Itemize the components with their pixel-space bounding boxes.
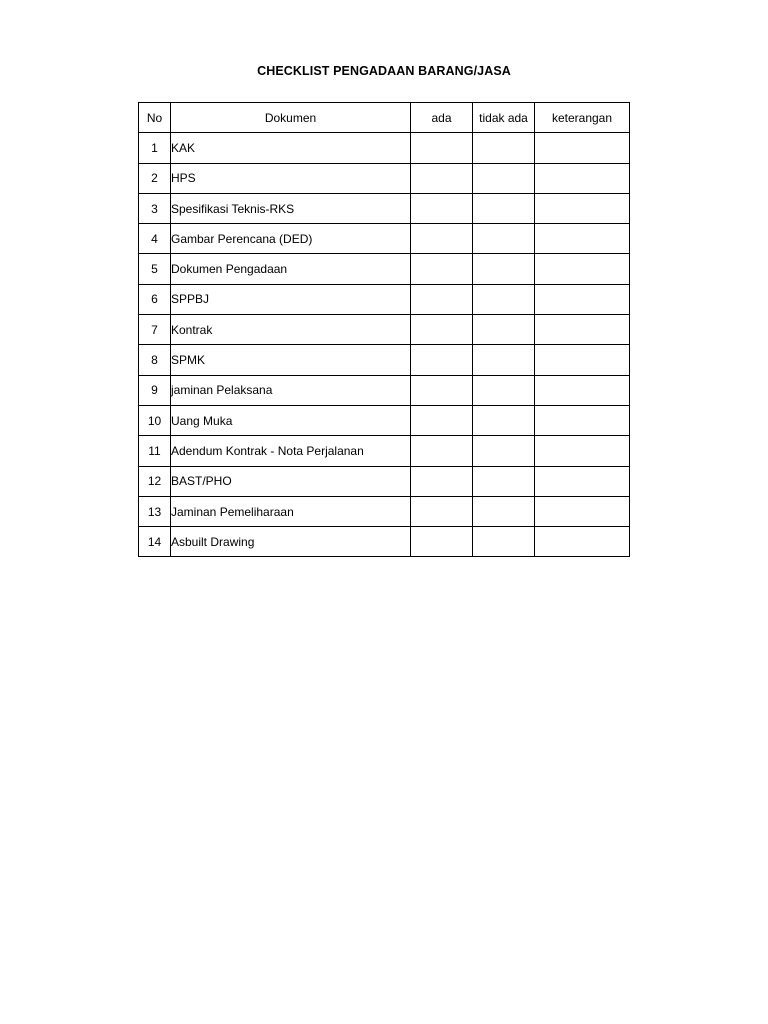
document-name: KAK [171, 133, 411, 163]
keterangan-cell [535, 163, 630, 193]
document-name: jaminan Pelaksana [171, 375, 411, 405]
document-name: Jaminan Pemeliharaan [171, 496, 411, 526]
row-number: 10 [139, 405, 171, 435]
table-row [139, 466, 630, 496]
tidak-ada-cell [473, 375, 535, 405]
keterangan-cell [535, 193, 630, 223]
tidak-ada-cell [473, 284, 535, 314]
tidak-ada-cell [473, 345, 535, 375]
tidak-ada-cell [473, 315, 535, 345]
keterangan-cell [535, 405, 630, 435]
tidak-ada-cell [473, 224, 535, 254]
table-row [139, 345, 630, 375]
header-keterangan: keterangan [535, 103, 630, 133]
keterangan-cell [535, 315, 630, 345]
keterangan-cell [535, 284, 630, 314]
table-row [139, 527, 630, 557]
row-number: 9 [139, 375, 171, 405]
row-number: 13 [139, 496, 171, 526]
tidak-ada-cell [473, 405, 535, 435]
document-name: BAST/PHO [171, 466, 411, 496]
tidak-ada-cell [473, 163, 535, 193]
tidak-ada-cell [473, 254, 535, 284]
document-name: Dokumen Pengadaan [171, 254, 411, 284]
document-title: CHECKLIST PENGADAAN BARANG/JASA [257, 64, 511, 78]
keterangan-cell [535, 254, 630, 284]
row-number: 3 [139, 193, 171, 223]
document-name: Asbuilt Drawing [171, 527, 411, 557]
document-name: Adendum Kontrak - Nota Perjalanan [171, 436, 411, 466]
document-name: SPMK [171, 345, 411, 375]
table-row [139, 254, 630, 284]
header-tidak-ada: tidak ada [473, 103, 535, 133]
ada-cell [411, 224, 473, 254]
ada-cell [411, 193, 473, 223]
table-row [139, 284, 630, 314]
ada-cell [411, 466, 473, 496]
row-number: 5 [139, 254, 171, 284]
tidak-ada-cell [473, 133, 535, 163]
keterangan-cell [535, 375, 630, 405]
row-number: 1 [139, 133, 171, 163]
ada-cell [411, 436, 473, 466]
row-number: 8 [139, 345, 171, 375]
tidak-ada-cell [473, 436, 535, 466]
row-number: 6 [139, 284, 171, 314]
tidak-ada-cell [473, 466, 535, 496]
checklist-table [138, 102, 630, 557]
row-number: 2 [139, 163, 171, 193]
tidak-ada-cell [473, 193, 535, 223]
keterangan-cell [535, 133, 630, 163]
header-ada: ada [411, 103, 473, 133]
row-number: 7 [139, 315, 171, 345]
ada-cell [411, 527, 473, 557]
keterangan-cell [535, 496, 630, 526]
ada-cell [411, 345, 473, 375]
table-header-row [139, 103, 630, 133]
document-name: HPS [171, 163, 411, 193]
tidak-ada-cell [473, 496, 535, 526]
row-number: 12 [139, 466, 171, 496]
tidak-ada-cell [473, 527, 535, 557]
ada-cell [411, 163, 473, 193]
header-no: No [139, 103, 171, 133]
ada-cell [411, 284, 473, 314]
table-row [139, 193, 630, 223]
row-number: 11 [139, 436, 171, 466]
document-name: Gambar Perencana (DED) [171, 224, 411, 254]
ada-cell [411, 375, 473, 405]
table-row [139, 163, 630, 193]
table-row [139, 315, 630, 345]
ada-cell [411, 496, 473, 526]
document-name: Spesifikasi Teknis-RKS [171, 193, 411, 223]
table-row [139, 436, 630, 466]
ada-cell [411, 254, 473, 284]
table-row [139, 375, 630, 405]
ada-cell [411, 315, 473, 345]
document-name: Uang Muka [171, 405, 411, 435]
row-number: 14 [139, 527, 171, 557]
document-name: Kontrak [171, 315, 411, 345]
ada-cell [411, 405, 473, 435]
keterangan-cell [535, 224, 630, 254]
document-name: SPPBJ [171, 284, 411, 314]
keterangan-cell [535, 527, 630, 557]
row-number: 4 [139, 224, 171, 254]
table-row [139, 405, 630, 435]
keterangan-cell [535, 345, 630, 375]
keterangan-cell [535, 436, 630, 466]
keterangan-cell [535, 466, 630, 496]
ada-cell [411, 133, 473, 163]
header-dokumen: Dokumen [171, 103, 411, 133]
table-row [139, 224, 630, 254]
table-row [139, 133, 630, 163]
table-row [139, 496, 630, 526]
